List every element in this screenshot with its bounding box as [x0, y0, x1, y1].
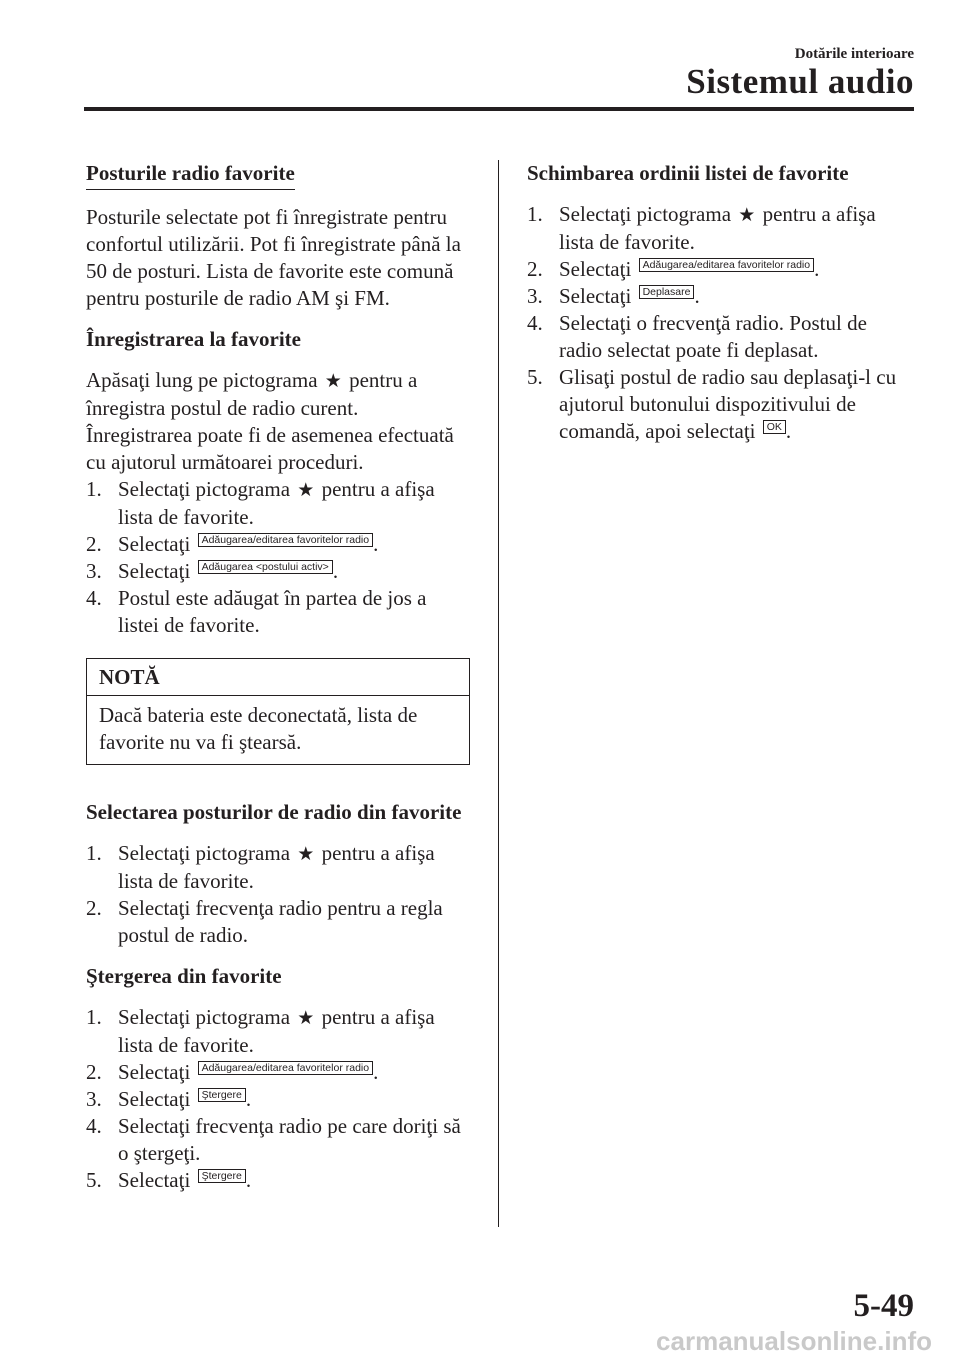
step-number: 2.: [527, 257, 543, 281]
list-item: [86, 840, 470, 895]
list-item: [527, 256, 912, 283]
step-text: Glisaţi postul de radio sau deplasaţi-l cu ajutorul butonului dispozitivului de comandă, apoi selectaţi: [559, 365, 897, 443]
step-number: 4.: [86, 1114, 102, 1138]
step-number: 3.: [86, 1087, 102, 1111]
step-number: 1.: [86, 477, 102, 501]
step-text: Selectaţi: [118, 559, 191, 583]
list-item: [86, 531, 470, 558]
step-text: Selectaţi: [118, 532, 191, 556]
step-text: Selectaţi pictograma: [118, 477, 291, 501]
page-number: 5-49: [853, 1288, 914, 1324]
star-icon: ★: [297, 480, 315, 501]
list-item: [86, 1167, 470, 1194]
step-text: pentru a afişa lista de favorite.: [118, 477, 435, 529]
step-period: .: [373, 1060, 379, 1084]
add-edit-favorites-button-label: Adăugarea/editarea favoritelor radio: [198, 533, 374, 547]
list-item: [86, 895, 470, 949]
step-text: Selectaţi: [559, 257, 632, 281]
step-number: 5.: [86, 1168, 102, 1192]
step-text: Selectaţi: [118, 1060, 191, 1084]
step-number: 3.: [527, 284, 543, 308]
favorites-heading: Posturile radio favorite: [86, 160, 295, 190]
list-item: [86, 1086, 470, 1113]
star-icon: ★: [297, 844, 315, 865]
step-period: .: [373, 532, 379, 556]
step-text: pentru a afişa lista de favorite.: [559, 202, 876, 254]
list-item: [86, 585, 470, 639]
delete-heading: Ştergerea din favorite: [86, 964, 282, 988]
star-icon: ★: [738, 205, 756, 226]
star-icon: ★: [297, 1008, 315, 1029]
header-title: Sistemul audio: [686, 62, 914, 101]
step-period: .: [332, 559, 339, 583]
watermark-url: carmanualsonline.info: [656, 1326, 932, 1356]
add-edit-favorites-button-label: Adăugarea/editarea favoritelor radio: [639, 258, 815, 272]
move-button-label: Deplasare: [639, 285, 695, 299]
note-title: NOTĂ: [87, 659, 469, 696]
favorites-intro: Posturile selectate pot fi înregistrate pentru confortul utilizării. Pot fi înregistrate până la 50 de posturi. Lista de favorite este comună pentru posturile de radio AM şi FM.: [86, 205, 461, 310]
step-text: Selectaţi o frecvenţă radio. Postul de radio selectat poate fi deplasat.: [559, 311, 867, 362]
step-text: Selectaţi pictograma: [559, 202, 732, 226]
step-number: 2.: [86, 1060, 102, 1084]
step-number: 3.: [86, 559, 102, 583]
left-column: [86, 160, 470, 1208]
delete-button-label: Ştergere: [198, 1088, 246, 1102]
register-heading: Înregistrarea la favorite: [86, 327, 301, 351]
list-item: [527, 310, 912, 364]
step-text: Selectaţi pictograma: [118, 1005, 291, 1029]
list-item: [86, 476, 470, 531]
step-number: 1.: [86, 841, 102, 865]
list-item: [527, 364, 912, 445]
list-item: [86, 1004, 470, 1059]
add-edit-favorites-button-label: Adăugarea/editarea favoritelor radio: [198, 1061, 374, 1075]
list-item: [86, 1059, 470, 1086]
note-box: [86, 658, 470, 765]
header-rule: [84, 107, 914, 111]
step-period: .: [814, 257, 820, 281]
register-paragraph-1: [86, 367, 470, 422]
step-text: pentru a afişa lista de favorite.: [118, 841, 435, 893]
list-item: [527, 283, 912, 310]
register-text-after: pentru a înregistra postul de radio curent.: [86, 368, 418, 420]
add-active-station-button-label: Adăugarea <postului activ>: [198, 560, 333, 574]
register-steps: [86, 476, 470, 639]
step-period: .: [694, 284, 700, 308]
step-text: Selectaţi: [118, 1087, 191, 1111]
step-period: .: [785, 419, 792, 443]
step-number: 2.: [86, 532, 102, 556]
step-text: Selectaţi pictograma: [118, 841, 291, 865]
ok-button-label: OK: [763, 420, 786, 434]
register-text-before: Apăsaţi lung pe pictograma: [86, 368, 318, 392]
register-paragraph-2: Înregistrarea poate fi de asemenea efectuată cu ajutorul următoarei proceduri.: [86, 423, 454, 474]
header-section-name: Dotările interioare: [794, 46, 914, 62]
step-number: 5.: [527, 365, 543, 389]
step-period: .: [245, 1168, 252, 1192]
step-text: Postul este adăugat în partea de jos a listei de favorite.: [118, 586, 427, 637]
step-text: Selectaţi: [118, 1168, 191, 1192]
reorder-steps: [527, 201, 912, 445]
right-column: [527, 160, 912, 459]
delete-button-label: Ştergere: [198, 1169, 246, 1183]
note-body: Dacă bateria este deconectată, lista de favorite nu va fi ştearsă.: [99, 703, 418, 754]
star-icon: ★: [324, 371, 342, 392]
select-heading: Selectarea posturilor de radio din favorite: [86, 800, 462, 824]
list-item: [86, 1113, 470, 1167]
list-item: [86, 558, 470, 585]
column-divider: [498, 160, 499, 1227]
step-number: 1.: [527, 202, 543, 226]
step-number: 4.: [86, 586, 102, 610]
step-text: Selectaţi frecvenţa radio pentru a regla postul de radio.: [118, 896, 443, 947]
step-text: Selectaţi: [559, 284, 632, 308]
step-number: 4.: [527, 311, 543, 335]
select-steps: [86, 840, 470, 949]
reorder-heading: Schimbarea ordinii listei de favorite: [527, 161, 849, 185]
step-text: Selectaţi frecvenţa radio pe care doriţi să o ştergeţi.: [118, 1114, 461, 1165]
list-item: [527, 201, 912, 256]
step-period: .: [245, 1087, 252, 1111]
step-text: pentru a afişa lista de favorite.: [118, 1005, 435, 1057]
step-number: 2.: [86, 896, 102, 920]
step-number: 1.: [86, 1005, 102, 1029]
delete-steps: [86, 1004, 470, 1194]
